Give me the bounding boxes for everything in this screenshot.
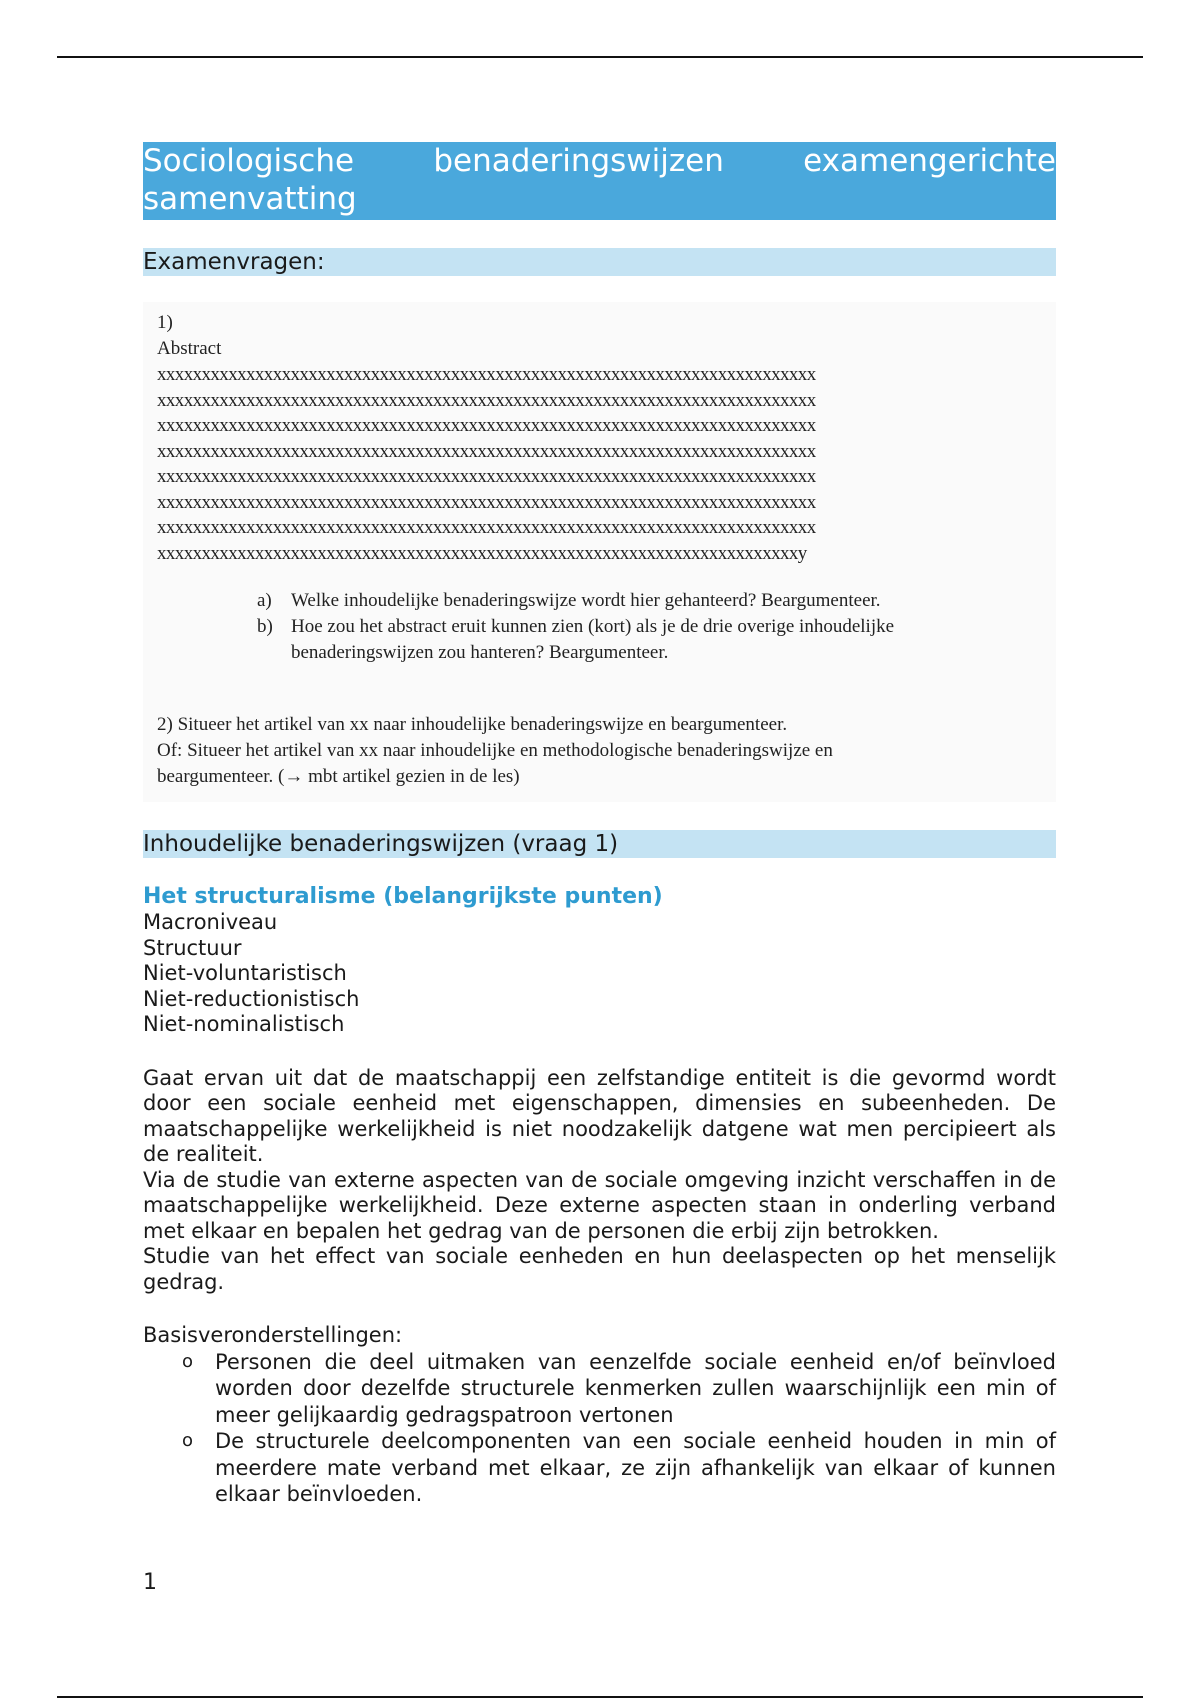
question-1-subquestions [257,588,1041,666]
document-title [143,142,1056,220]
abstract-placeholder-line: xxxxxxxxxxxxxxxxxxxxxxxxxxxxxxxxxxxxxxxxxxxxxxxxxxxxxxxxxxxxxxxxxxxxxxxxxx [157,415,816,436]
page-number: 1 [143,1570,157,1595]
list-item-text: Personen die deel uitmaken van eenzelfde sociale eenheid en/of beïnvloed worden door dezelfde structurele kenmerken zullen waarschijnlijk een min of meer gelijkaardig gedragspatroon vertonen [215,1349,1056,1427]
subquestion-a [257,588,1041,614]
subquestion-b-label: b) [257,616,273,637]
subquestion-b-text-line-1: Hoe zou het abstract eruit kunnen zien (kort) als je de drie overige inhoudelijke [291,616,895,637]
header-rule [57,56,1143,58]
title-word-2: benaderingswijzen [433,143,724,179]
title-word-3: examengerichte [803,143,1056,179]
list-item [143,1349,1056,1429]
abstract-placeholder-line: xxxxxxxxxxxxxxxxxxxxxxxxxxxxxxxxxxxxxxxxxxxxxxxxxxxxxxxxxxxxxxxxxxxxxxxxxx [157,517,816,538]
assumptions-list [143,1349,1056,1508]
key-points-list [143,910,1056,1038]
bullet-marker: o [181,1430,193,1451]
key-point: Niet-nominalistisch [143,1012,345,1036]
question-2 [157,712,1041,790]
subquestion-b-text-line-2: benaderingswijzen zou hanteren? Beargumenteer. [291,642,669,663]
key-point: Macroniveau [143,910,278,934]
subquestion-a-text: Welke inhoudelijke benaderingswijze wordt hier gehanteerd? Beargumenteer. [291,590,881,611]
subquestion-a-label: a) [257,590,272,611]
abstract-label: Abstract [157,338,222,359]
document-page [143,142,1056,1508]
key-point: Structuur [143,935,242,960]
title-line-2: samenvatting [143,181,357,217]
question-1-number: 1) [157,312,173,333]
section-heading-exam: Examenvragen: [143,248,1056,276]
paragraph-1: Gaat ervan uit dat de maatschappij een zelfstandige entiteit is die gevormd wordt door een sociale eenheid met eigenschappen, dimensies en subeenheden. De maatschappelijke werkelijkheid is niet noodzakelijk datgene wat men percipieert als de realiteit. [143,1065,1056,1166]
abstract-placeholder-line: xxxxxxxxxxxxxxxxxxxxxxxxxxxxxxxxxxxxxxxxxxxxxxxxxxxxxxxxxxxxxxxxxxxxxxxxxx [157,389,816,411]
bullet-marker: o [181,1350,193,1372]
section-heading-content: Inhoudelijke benaderingswijzen (vraag 1) [143,830,1056,858]
paragraph-3: Studie van het effect van sociale eenheden en hun deelaspecten op het menselijk gedrag. [143,1244,1056,1294]
abstract-placeholder-line: xxxxxxxxxxxxxxxxxxxxxxxxxxxxxxxxxxxxxxxxxxxxxxxxxxxxxxxxxxxxxxxxxxxxxxxxxx [157,491,816,513]
question-2-line-1: 2) Situeer het artikel van xx naar inhoudelijke benaderingswijze en beargumenteer. [157,714,788,735]
basis-label: Basisveronderstellingen: [143,1323,403,1347]
abstract-placeholder-line: xxxxxxxxxxxxxxxxxxxxxxxxxxxxxxxxxxxxxxxxxxxxxxxxxxxxxxxxxxxxxxxxxxxxxxxxxx [157,440,816,462]
key-point: Niet-reductionistisch [143,986,360,1011]
question-2-line-2: Of: Situeer het artikel van xx naar inhoudelijke en methodologische benaderingswijze en [157,740,833,761]
subheading-structuralism: Het structuralisme (belangrijkste punten) [143,884,663,909]
footer-rule [57,1696,1143,1698]
paragraph-2: Via de studie van externe aspecten van de sociale omgeving inzicht verschaffen in de maatschappelijke werkelijkheid. Deze externe aspecten staan in onderling verband met elkaar en bepalen het gedrag van de personen die erbij zijn betrokken. [143,1167,1056,1243]
list-item-text: De structurele deelcomponenten van een sociale eenheid houden in min of meerdere mate verband met elkaar, ze zijn afhankelijk van elkaar of kunnen elkaar beïnvloeden. [215,1429,1056,1506]
title-word-1: Sociologische [143,143,355,179]
scanned-exam-questions [143,302,1056,802]
subquestion-b [257,614,1041,666]
abstract-placeholder-line: xxxxxxxxxxxxxxxxxxxxxxxxxxxxxxxxxxxxxxxxxxxxxxxxxxxxxxxxxxxxxxxxxxxxxxxxy [157,542,807,564]
abstract-placeholder-line: xxxxxxxxxxxxxxxxxxxxxxxxxxxxxxxxxxxxxxxxxxxxxxxxxxxxxxxxxxxxxxxxxxxxxxxxxx [157,466,816,487]
list-item [143,1428,1056,1508]
abstract-placeholder-line: xxxxxxxxxxxxxxxxxxxxxxxxxxxxxxxxxxxxxxxxxxxxxxxxxxxxxxxxxxxxxxxxxxxxxxxxxx [157,364,816,385]
question-2-line-3: beargumenteer. (→ mbt artikel gezien in de les) [157,766,520,787]
key-point: Niet-voluntaristisch [143,961,347,985]
